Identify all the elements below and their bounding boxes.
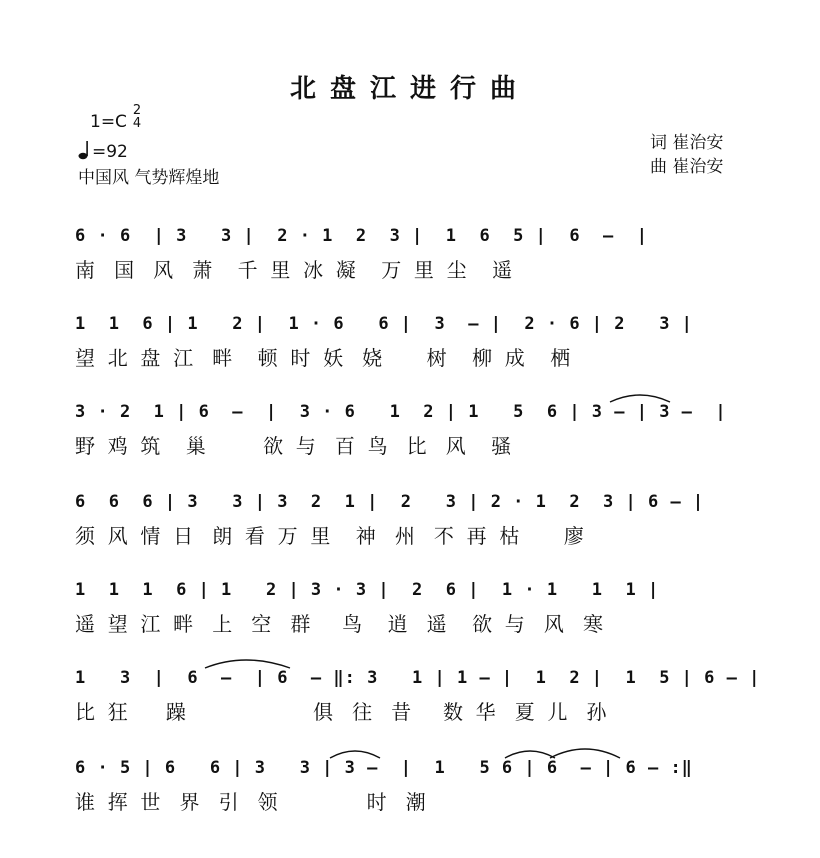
notation-text: 6 · 5 | 6 6 | 3 3 | 3 – | 1 5 6 | 6 – | 6 – :‖: [75, 758, 693, 778]
composer-credit: 曲 崔治安: [650, 157, 724, 177]
lyrics-line: 望 北 盘 江 畔 顿 时 妖 娆 树 柳 成 栖: [75, 346, 571, 370]
notation-line: [75, 220, 740, 254]
song-title: 北盘江进行曲: [289, 74, 530, 104]
time-signature-top: 2: [132, 103, 142, 118]
notation-text: 6 6 6 | 3 3 | 3 2 1 | 2 3 | 2 · 1 2 3 | 6 – |: [75, 492, 705, 512]
key-signature: 1=C: [90, 112, 127, 132]
quarter-note-icon: [78, 140, 92, 162]
lyrics-line: 野 鸡 筑 巢 欲 与 百 鸟 比 风 骚: [75, 434, 512, 458]
lyrics-line: 南 国 风 萧 千 里 冰 凝 万 里 尘 遥: [75, 258, 513, 282]
notation-text: 1 1 1 6 | 1 2 | 3 · 3 | 2 6 | 1 · 1 1 1 |: [75, 580, 660, 600]
notation-line: [75, 574, 740, 608]
notation-line: [75, 662, 761, 696]
lyricist-credit: 词 崔治安: [650, 133, 724, 153]
time-signature: [130, 104, 144, 130]
tie-arc: [75, 662, 761, 692]
notation-line: [75, 752, 740, 786]
lyrics-line: 遥 望 江 畔 上 空 群 鸟 逍 遥 欲 与 风 寒: [75, 612, 603, 636]
time-signature-bottom: 4: [132, 116, 142, 131]
notation-text: 1 3 | 6 – | 6 – ‖: 3 1 | 1 – | 1 2 | 1 5 | 6 – |: [75, 668, 761, 688]
tempo-value: =92: [92, 142, 128, 162]
notation-line: [75, 486, 740, 520]
notation-text: 6 · 6 | 3 3 | 2 · 1 2 3 | 1 6 5 | 6 – |: [75, 226, 648, 246]
tie-arc: [75, 752, 740, 782]
notation-text: 3 · 2 1 | 6 – | 3 · 6 1 2 | 1 5 6 | 3 – | 3 – |: [75, 402, 727, 422]
tempo-marking: [78, 140, 128, 162]
notation-text: 1 1 6 | 1 2 | 1 · 6 6 | 3 – | 2 · 6 | 2 3 |: [75, 314, 693, 334]
notation-line: [75, 396, 740, 430]
lyrics-line: 须 风 情 日 朗 看 万 里 神 州 不 再 枯 廖: [75, 524, 584, 548]
style-indication: 中国风 气势辉煌地: [78, 168, 220, 188]
lyrics-line: 谁 挥 世 界 引 领 时 潮: [75, 790, 426, 814]
tie-arc: [75, 396, 740, 426]
lyrics-line: 比 狂 躁 俱 往 昔 数 华 夏 儿 孙: [75, 700, 607, 724]
notation-line: [75, 308, 740, 342]
